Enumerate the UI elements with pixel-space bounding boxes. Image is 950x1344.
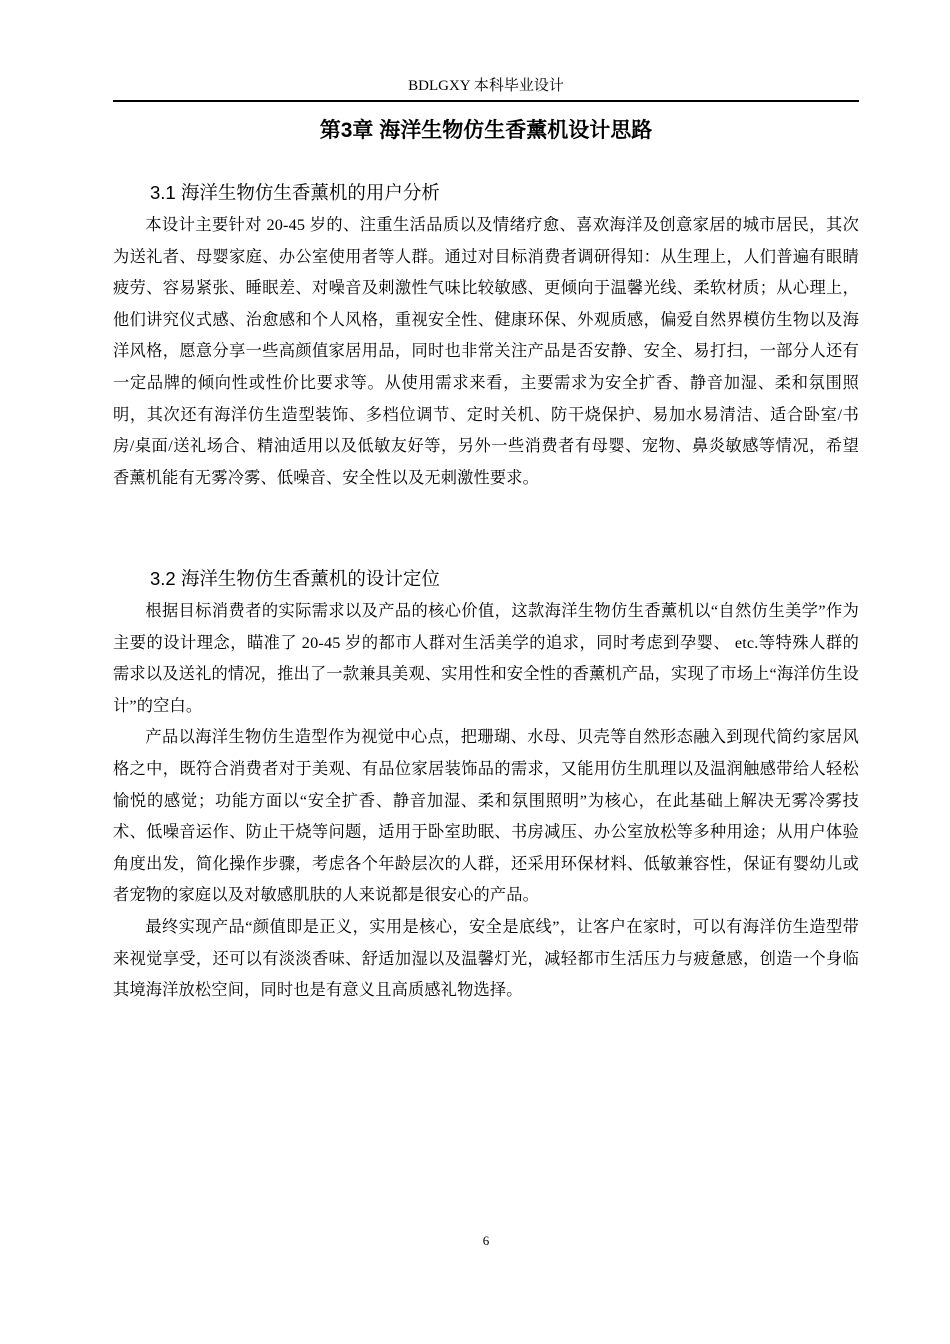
paragraph: 产品以海洋生物仿生造型作为视觉中心点，把珊瑚、水母、贝壳等自然形态融入到现代简约家居风格之中，既符合消费者对于美观、有品位家居装饰品的需求，又能用仿生肌理以及温润触感带给人轻松愉悦的感觉；功能方面以“安全扩香、静音加湿、柔和氛围照明”为核心，在此基础上解决无雾冷雾技术、低噪音运作、防止干烧等问题，适用于卧室助眠、书房减压、办公室放松等多种用途；从用户体验角度出发，简化操作步骤，考虑各个年龄层次的人群，还采用环保材料、低敏兼容性，保证有婴幼儿或者宠物的家庭以及对敏感肌肤的人来说都是很安心的产品。 (113, 728, 859, 905)
paragraph: 最终实现产品“颜值即是正义，实用是核心，安全是底线”，让客户在家时，可以有海洋仿生造型带来视觉享受，还可以有淡淡香味、舒适加湿以及温馨灯光，减轻都市生活压力与疲惫感，创造一个身临其境海洋放松空间，同时也是有意义且高质感礼物选择。 (113, 917, 859, 1000)
section-body-3-1 (113, 210, 859, 494)
header-divider (113, 100, 859, 102)
paragraph: 根据目标消费者的实际需求以及产品的核心价值，这款海洋生物仿生香薰机以“自然仿生美学”作为主要的设计理念，瞄准了 20-45 岁的都市人群对生活美学的追求，同时考虑到孕婴、 etc.等特殊人群的需求以及送礼的情况，推出了一款兼具美观、实用性和安全性的香薰机产品，实现了市场上“海洋仿生设计”的空白。 (113, 602, 859, 715)
section-body-3-2 (113, 596, 859, 1007)
paragraph: 本设计主要针对 20-45 岁的、注重生活品质以及情绪疗愈、喜欢海洋及创意家居的城市居民，其次为送礼者、母婴家庭、办公室使用者等人群。通过对目标消费者调研得知：从生理上，人们普遍有眼睛疲劳、容易紧张、睡眠差、对噪音及刺激性气味比较敏感、更倾向于温馨光线、柔软材质；从心理上，他们讲究仪式感、治愈感和个人风格，重视安全性、健康环保、外观质感，偏爱自然界模仿生物以及海洋风格，愿意分享一些高颜值家居用品，同时也非常关注产品是否安静、安全、易打扫，一部分人还有一定品牌的倾向性或性价比要求等。从使用需求来看，主要需求为安全扩香、静音加湿、柔和氛围照明，其次还有海洋仿生造型装饰、多档位调节、定时关机、防干烧保护、易加水易清洁、适合卧室/书房/桌面/送礼场合、精油适用以及低敏友好等，另外一些消费者有母婴、宠物、鼻炎敏感等情况，希望香薰机能有无雾冷雾、低噪音、安全性以及无刺激性要求。 (113, 216, 859, 487)
chapter-title: 第3章 海洋生物仿生香薰机设计思路 (319, 119, 653, 142)
section-heading-3-1: 3.1 海洋生物仿生香薰机的用户分析 (150, 182, 440, 203)
running-header: BDLGXY 本科毕业设计 (408, 78, 564, 94)
section-heading-3-2: 3.2 海洋生物仿生香薰机的设计定位 (150, 568, 440, 589)
page-number: 6 (482, 1233, 490, 1248)
